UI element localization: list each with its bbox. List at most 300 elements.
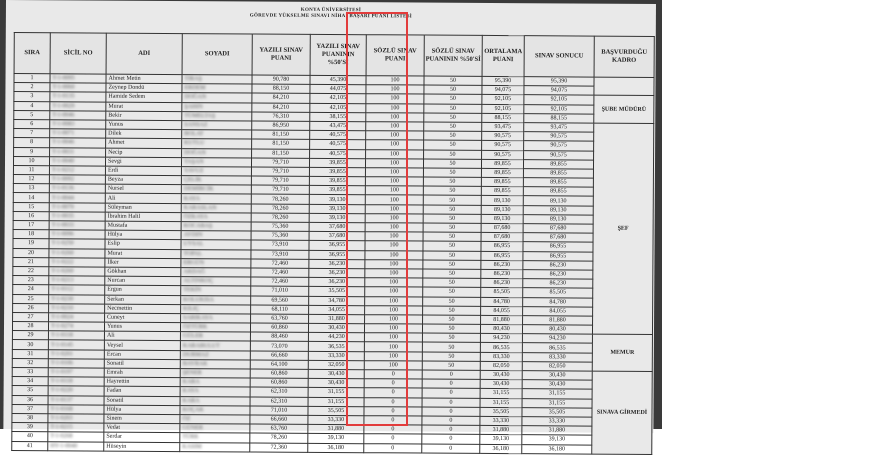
average-score: 31,155 [480, 398, 522, 407]
written-score-half: 34,780 [309, 296, 365, 306]
oral-score-half: 50 [423, 251, 481, 261]
average-score: 86,535 [480, 343, 522, 352]
oral-score-half: 50 [423, 269, 481, 279]
oral-score-half: 50 [423, 315, 481, 325]
oral-score: 100 [365, 296, 423, 306]
sicil-no: T-1-0136 [49, 184, 105, 194]
average-score: 31,880 [480, 426, 522, 435]
last-name: KAYA [181, 194, 251, 204]
oral-score: 0 [364, 425, 422, 435]
oral-score: 100 [365, 223, 423, 233]
row-number: 11 [13, 165, 49, 174]
row-number: 20 [13, 248, 49, 257]
sicil-no: T-1-0095 [50, 74, 106, 84]
first-name: Murat [105, 249, 181, 259]
last-name: TOPAL [181, 249, 251, 259]
sicil-no: T-1-0106 [48, 359, 104, 369]
paper-sheet [3, 0, 656, 453]
oral-score-half: 50 [423, 241, 481, 251]
sicil-no: T-1-0213 [49, 276, 105, 286]
exam-result: 92,105 [524, 95, 594, 105]
title-line-2: GÖREVDE YÜKSELME SINAVI NİHAİ BAŞARI PUANI LİSTESİ [249, 13, 413, 20]
last-name: KILIÇ [181, 304, 251, 314]
sicil-no: T-1-0029 [50, 101, 106, 111]
row-number: 4 [14, 101, 50, 110]
table-body [12, 74, 654, 455]
oral-score: 100 [365, 287, 423, 297]
exam-result: 94,230 [522, 334, 592, 344]
first-name: İlker [105, 258, 181, 268]
oral-score-half: 50 [423, 214, 481, 224]
exam-result: 36,180 [522, 444, 592, 454]
oral-score-half: 50 [423, 177, 481, 187]
row-number: 12 [13, 175, 49, 184]
sicil-no: HY-1-0040 [48, 441, 104, 451]
oral-score: 100 [366, 122, 424, 132]
exam-result: 89,855 [523, 178, 593, 188]
kadro-cell: MEMUR [592, 334, 652, 371]
last-name: TÜRK [180, 433, 250, 443]
oral-score-half: 0 [422, 425, 480, 435]
written-score-half: 36,955 [309, 241, 365, 251]
oral-score-half: 50 [422, 342, 480, 352]
exam-result: 90,575 [524, 132, 594, 142]
written-score: 81,150 [252, 139, 310, 149]
written-score: 62,310 [250, 397, 308, 407]
exam-result: 86,230 [523, 279, 593, 289]
first-name: İbrahim Halil [105, 212, 181, 222]
oral-score: 0 [364, 388, 422, 398]
row-number: 15 [13, 202, 49, 211]
oral-score-half: 50 [424, 150, 482, 160]
oral-score: 100 [366, 85, 424, 95]
average-score: 86,955 [481, 251, 523, 260]
oral-score-half: 50 [424, 85, 482, 95]
column-header: YAZILI SINAV PUANI [252, 34, 310, 75]
first-name: Sonatil [104, 359, 180, 369]
row-number: 25 [13, 294, 49, 303]
written-score: 60,860 [250, 378, 308, 388]
written-score: 79,710 [251, 185, 309, 195]
first-name: Ali [104, 331, 180, 341]
exam-result: 86,230 [523, 270, 593, 280]
average-score: 89,855 [481, 177, 523, 186]
oral-score-half: 50 [424, 94, 482, 104]
written-score: 78,260 [250, 433, 308, 443]
sicil-no: T-1-0092 [49, 175, 105, 185]
kadro-cell: ŞEF [592, 123, 653, 335]
written-score: 60,860 [250, 323, 308, 333]
oral-score-half: 50 [422, 352, 480, 362]
sicil-no: T-1-0215 [48, 423, 104, 433]
oral-score: 0 [364, 370, 422, 380]
written-score: 63,760 [251, 314, 309, 324]
exam-result: 87,680 [523, 224, 593, 234]
first-name: Hamide Sedem [106, 92, 182, 102]
written-score-half: 42,105 [310, 103, 366, 113]
row-number: 35 [12, 386, 48, 395]
first-name: Beyza [105, 175, 181, 185]
column-header: YAZILI SINAV PUANININ %50'Sİ [310, 34, 366, 75]
row-number: 24 [13, 285, 49, 294]
written-score: 73,070 [250, 341, 308, 351]
last-name: AYDIN [181, 231, 251, 241]
exam-result: 86,230 [523, 260, 593, 270]
written-score-half: 36,230 [309, 268, 365, 278]
written-score-half: 42,105 [310, 94, 366, 104]
title-line-1: KONYA ÜNİVERSİTESİ [300, 7, 362, 14]
last-name: KOLUKISA [181, 295, 251, 305]
row-number: 33 [12, 368, 48, 377]
exam-result: 82,050 [522, 361, 592, 371]
row-number: 39 [12, 423, 48, 432]
first-name: Yunus [104, 322, 180, 332]
sicil-no: T-1-0060 [50, 83, 106, 93]
written-score-half: 35,505 [308, 406, 364, 416]
oral-score: 100 [365, 305, 423, 315]
oral-score-half: 50 [423, 260, 481, 270]
exam-result: 31,880 [522, 426, 592, 436]
first-name: Hayrettin [104, 377, 180, 387]
first-name: Hülya [104, 405, 180, 415]
sicil-no: T-1-0260 [49, 267, 105, 277]
written-score: 88,460 [250, 332, 308, 342]
row-number: 29 [12, 331, 48, 340]
last-name: AKDAĞ [181, 268, 251, 278]
average-score: 81,880 [481, 315, 523, 324]
first-name: Ahmet [106, 138, 182, 148]
oral-score-half: 50 [423, 278, 481, 288]
written-score: 60,860 [250, 369, 308, 379]
written-score-half: 38,155 [310, 112, 366, 122]
last-name: KOÇAK [180, 405, 250, 415]
written-score-half: 39,130 [308, 434, 364, 444]
row-number: 26 [13, 303, 49, 312]
sicil-no: T-1-0135 [50, 92, 106, 102]
first-name: Nurcan [105, 276, 181, 286]
sicil-no: T-1-0046 [50, 111, 106, 121]
first-name: Sonatil [104, 396, 180, 406]
row-number: 8 [14, 138, 50, 147]
exam-result: 89,855 [523, 187, 593, 197]
written-score: 78,260 [251, 194, 309, 204]
oral-score-half: 0 [422, 416, 480, 426]
last-name: DOĞAN [182, 148, 252, 158]
row-number: 1 [14, 74, 50, 83]
written-score-half: 36,230 [309, 259, 365, 269]
row-number: 16 [13, 211, 49, 220]
column-header: SÖZLÜ SINAV PUANI [366, 35, 424, 76]
written-score-half: 44,075 [310, 85, 366, 95]
oral-score-half: 0 [422, 434, 480, 444]
written-score-half: 30,430 [308, 323, 364, 333]
column-header: SÖZLÜ SINAV PUANININ %50'Sİ [424, 35, 482, 76]
written-score-half: 36,955 [309, 250, 365, 260]
row-number: 6 [14, 119, 50, 128]
average-score: 86,230 [481, 279, 523, 288]
sicil-no: T-1-0044 [49, 193, 105, 203]
written-score-half: 33,330 [308, 415, 364, 425]
last-name: ŞENER [180, 369, 250, 379]
row-number: 10 [13, 156, 49, 165]
first-name: Serdar [104, 432, 180, 442]
row-number: 22 [13, 266, 49, 275]
row-number: 7 [14, 129, 50, 138]
exam-result: 86,955 [523, 251, 593, 261]
written-score: 84,210 [252, 103, 310, 113]
oral-score: 100 [364, 351, 422, 361]
oral-score: 100 [366, 103, 424, 113]
written-score: 66,660 [250, 415, 308, 425]
oral-score: 100 [365, 204, 423, 214]
first-name: Sevgi [105, 157, 181, 167]
oral-score: 0 [364, 397, 422, 407]
written-score: 71,010 [251, 286, 309, 296]
sicil-no: T-1-0222 [49, 258, 105, 268]
oral-score: 100 [366, 140, 424, 150]
written-score-half: 37,680 [309, 222, 365, 232]
last-name: KASIM [180, 442, 250, 452]
oral-score-half: 50 [424, 131, 482, 141]
written-score: 73,910 [251, 250, 309, 260]
row-number: 41 [12, 441, 48, 450]
sicil-no: T-1-0250 [49, 239, 105, 249]
oral-score-half: 50 [423, 306, 481, 316]
first-name: Zeynep Dondü [106, 83, 182, 93]
row-number: 38 [12, 413, 48, 422]
oral-score-half: 50 [423, 223, 481, 233]
sicil-no: T-1-0203 [48, 414, 104, 424]
oral-score-half: 50 [422, 324, 480, 334]
oral-score: 0 [364, 443, 422, 453]
first-name: Yunus [106, 120, 182, 130]
last-name: BOLAT [182, 130, 252, 140]
row-number: 5 [14, 110, 50, 119]
average-score: 33,330 [480, 416, 522, 425]
document-title [6, 0, 656, 22]
sicil-no: T-1-0137 [48, 395, 104, 405]
written-score-half: 39,130 [309, 213, 365, 223]
exam-result: 31,155 [522, 389, 592, 399]
header-row [14, 33, 654, 78]
row-number: 40 [12, 432, 48, 441]
last-name: GÜNER [180, 424, 250, 434]
oral-score: 100 [365, 259, 423, 269]
oral-score: 100 [364, 342, 422, 352]
last-name: DOĞAN [182, 93, 252, 103]
first-name: Ercan [104, 350, 180, 360]
oral-score-half: 50 [423, 159, 481, 169]
sicil-no: T-1-0210 [49, 303, 105, 313]
average-score: 83,330 [480, 352, 522, 361]
written-score: 66,660 [250, 351, 308, 361]
sicil-no: T-1-0083 [50, 120, 106, 130]
oral-score: 100 [365, 158, 423, 168]
row-number: 23 [13, 276, 49, 285]
row-number: 28 [12, 322, 48, 331]
row-number: 34 [12, 377, 48, 386]
last-name: YAVUZ [181, 166, 251, 176]
average-score: 88,155 [482, 113, 524, 122]
oral-score-half: 0 [422, 370, 480, 380]
oral-score: 0 [364, 406, 422, 416]
written-score-half: 43,475 [310, 121, 366, 131]
written-score-half: 44,230 [308, 333, 364, 343]
oral-score: 100 [365, 250, 423, 260]
first-name: Hülya [105, 230, 181, 240]
written-score: 75,360 [251, 222, 309, 232]
average-score: 93,475 [482, 122, 524, 131]
last-name: ERGÜN [181, 258, 251, 268]
average-score: 30,430 [480, 380, 522, 389]
average-score: 90,575 [482, 150, 524, 159]
column-header: SOYADI [182, 34, 252, 75]
oral-score: 100 [365, 241, 423, 251]
exam-result: 89,855 [523, 169, 593, 179]
exam-result: 86,535 [522, 343, 592, 353]
row-number: 3 [14, 92, 50, 101]
written-score: 86,950 [252, 121, 310, 131]
row-number: 14 [13, 193, 49, 202]
sicil-no: T-1-0230 [49, 294, 105, 304]
last-name: TÜMELTAŞ [182, 111, 252, 121]
column-header: ORTALAMA PUANI [482, 35, 524, 76]
written-score-half: 36,180 [308, 443, 364, 453]
last-name: KARA [180, 396, 250, 406]
first-name: Hüseyin [104, 442, 180, 452]
exam-result: 39,130 [522, 435, 592, 445]
last-name: KUTLU [182, 139, 252, 149]
sicil-no: T-1-0033 [49, 221, 105, 231]
written-score: 64,100 [250, 360, 308, 370]
written-score-half: 39,855 [309, 176, 365, 186]
sicil-no: T-1-0201 [48, 349, 104, 359]
written-score-half: 39,130 [309, 204, 365, 214]
exam-result: 93,475 [524, 123, 594, 133]
oral-score-half: 50 [423, 168, 481, 178]
row-number: 27 [13, 312, 49, 321]
row-number: 19 [13, 239, 49, 248]
written-score: 79,710 [251, 158, 309, 168]
oral-score-half: 0 [422, 398, 480, 408]
oral-score-half: 0 [422, 407, 480, 417]
oral-score: 100 [365, 177, 423, 187]
last-name: ALTINKOÇ [181, 277, 251, 287]
written-score: 88,150 [252, 84, 310, 94]
written-score-half: 37,680 [309, 232, 365, 242]
written-score-half: 36,535 [308, 342, 364, 352]
written-score: 69,560 [251, 296, 309, 306]
average-score: 94,075 [482, 86, 524, 95]
exam-result: 89,855 [523, 159, 593, 169]
exam-result: 33,330 [522, 417, 592, 427]
exam-result: 31,155 [522, 398, 592, 408]
first-name: Fadan [104, 386, 180, 396]
written-score: 79,710 [251, 167, 309, 177]
exam-result: 94,075 [524, 86, 594, 96]
written-score: 72,460 [251, 259, 309, 269]
exam-result: 30,430 [522, 371, 592, 381]
written-score-half: 39,855 [309, 158, 365, 168]
average-score: 84,780 [481, 297, 523, 306]
exam-result: 80,430 [522, 325, 592, 335]
written-score: 75,360 [251, 231, 309, 241]
oral-score: 100 [365, 195, 423, 205]
average-score: 39,130 [480, 435, 522, 444]
row-number: 37 [12, 404, 48, 413]
column-header: SIRA [14, 33, 50, 74]
written-score-half: 36,230 [309, 277, 365, 287]
average-score: 86,230 [481, 260, 523, 269]
average-score: 86,955 [481, 242, 523, 251]
first-name: Ali [105, 194, 181, 204]
first-name: Süleyman [105, 203, 181, 213]
last-name: ÖZ [180, 415, 250, 425]
average-score: 95,390 [482, 76, 524, 85]
exam-result: 90,575 [524, 141, 594, 151]
sicil-no: T-1-0274 [48, 322, 104, 332]
written-score-half: 40,575 [310, 149, 366, 159]
last-name: DEMİRCİK [181, 185, 251, 195]
sicil-no: T-1-0118 [48, 331, 104, 341]
exam-result: 92,105 [524, 104, 594, 114]
written-score-half: 40,575 [310, 140, 366, 150]
written-score: 63,760 [250, 424, 308, 434]
oral-score: 100 [366, 131, 424, 141]
column-header: SINAV SONUCU [524, 36, 594, 77]
average-score: 84,055 [481, 306, 523, 315]
sicil-no: T-1-0112 [49, 285, 105, 295]
first-name: Necmettin [105, 304, 181, 314]
written-score: 71,010 [250, 406, 308, 416]
oral-score-half: 0 [422, 379, 480, 389]
written-score: 78,260 [251, 204, 309, 214]
sicil-no: T-1-0035 [49, 212, 105, 222]
average-score: 36,180 [480, 444, 522, 453]
written-score: 90,780 [252, 75, 310, 85]
average-score: 80,430 [480, 324, 522, 333]
written-score: 72,360 [250, 442, 308, 452]
written-score-half: 32,050 [308, 360, 364, 370]
exam-result: 89,130 [523, 205, 593, 215]
exam-result: 84,055 [523, 306, 593, 316]
written-score-half: 31,155 [308, 397, 364, 407]
sicil-no: T-1-0145 [48, 340, 104, 350]
oral-score-half: 50 [423, 287, 481, 297]
oral-score: 100 [365, 278, 423, 288]
oral-score-half: 50 [424, 76, 482, 86]
first-name: Murat [106, 102, 182, 112]
oral-score-half: 0 [422, 388, 480, 398]
row-number: 30 [12, 340, 48, 349]
oral-score-half: 50 [423, 232, 481, 242]
row-number: 31 [12, 349, 48, 358]
last-name: UYSAL [181, 240, 251, 250]
oral-score-half: 50 [422, 361, 480, 371]
written-score: 78,260 [251, 213, 309, 223]
written-score: 81,150 [252, 130, 310, 140]
exam-result: 83,330 [522, 352, 592, 362]
sicil-no: T-1-0168 [48, 405, 104, 415]
exam-result: 89,130 [523, 214, 593, 224]
oral-score: 100 [366, 149, 424, 159]
last-name: ÖZKAYA [181, 212, 251, 222]
oral-score-half: 50 [424, 104, 482, 114]
written-score-half: 35,505 [309, 287, 365, 297]
average-score: 86,230 [481, 269, 523, 278]
exam-result: 30,430 [522, 380, 592, 390]
oral-score: 100 [365, 315, 423, 325]
